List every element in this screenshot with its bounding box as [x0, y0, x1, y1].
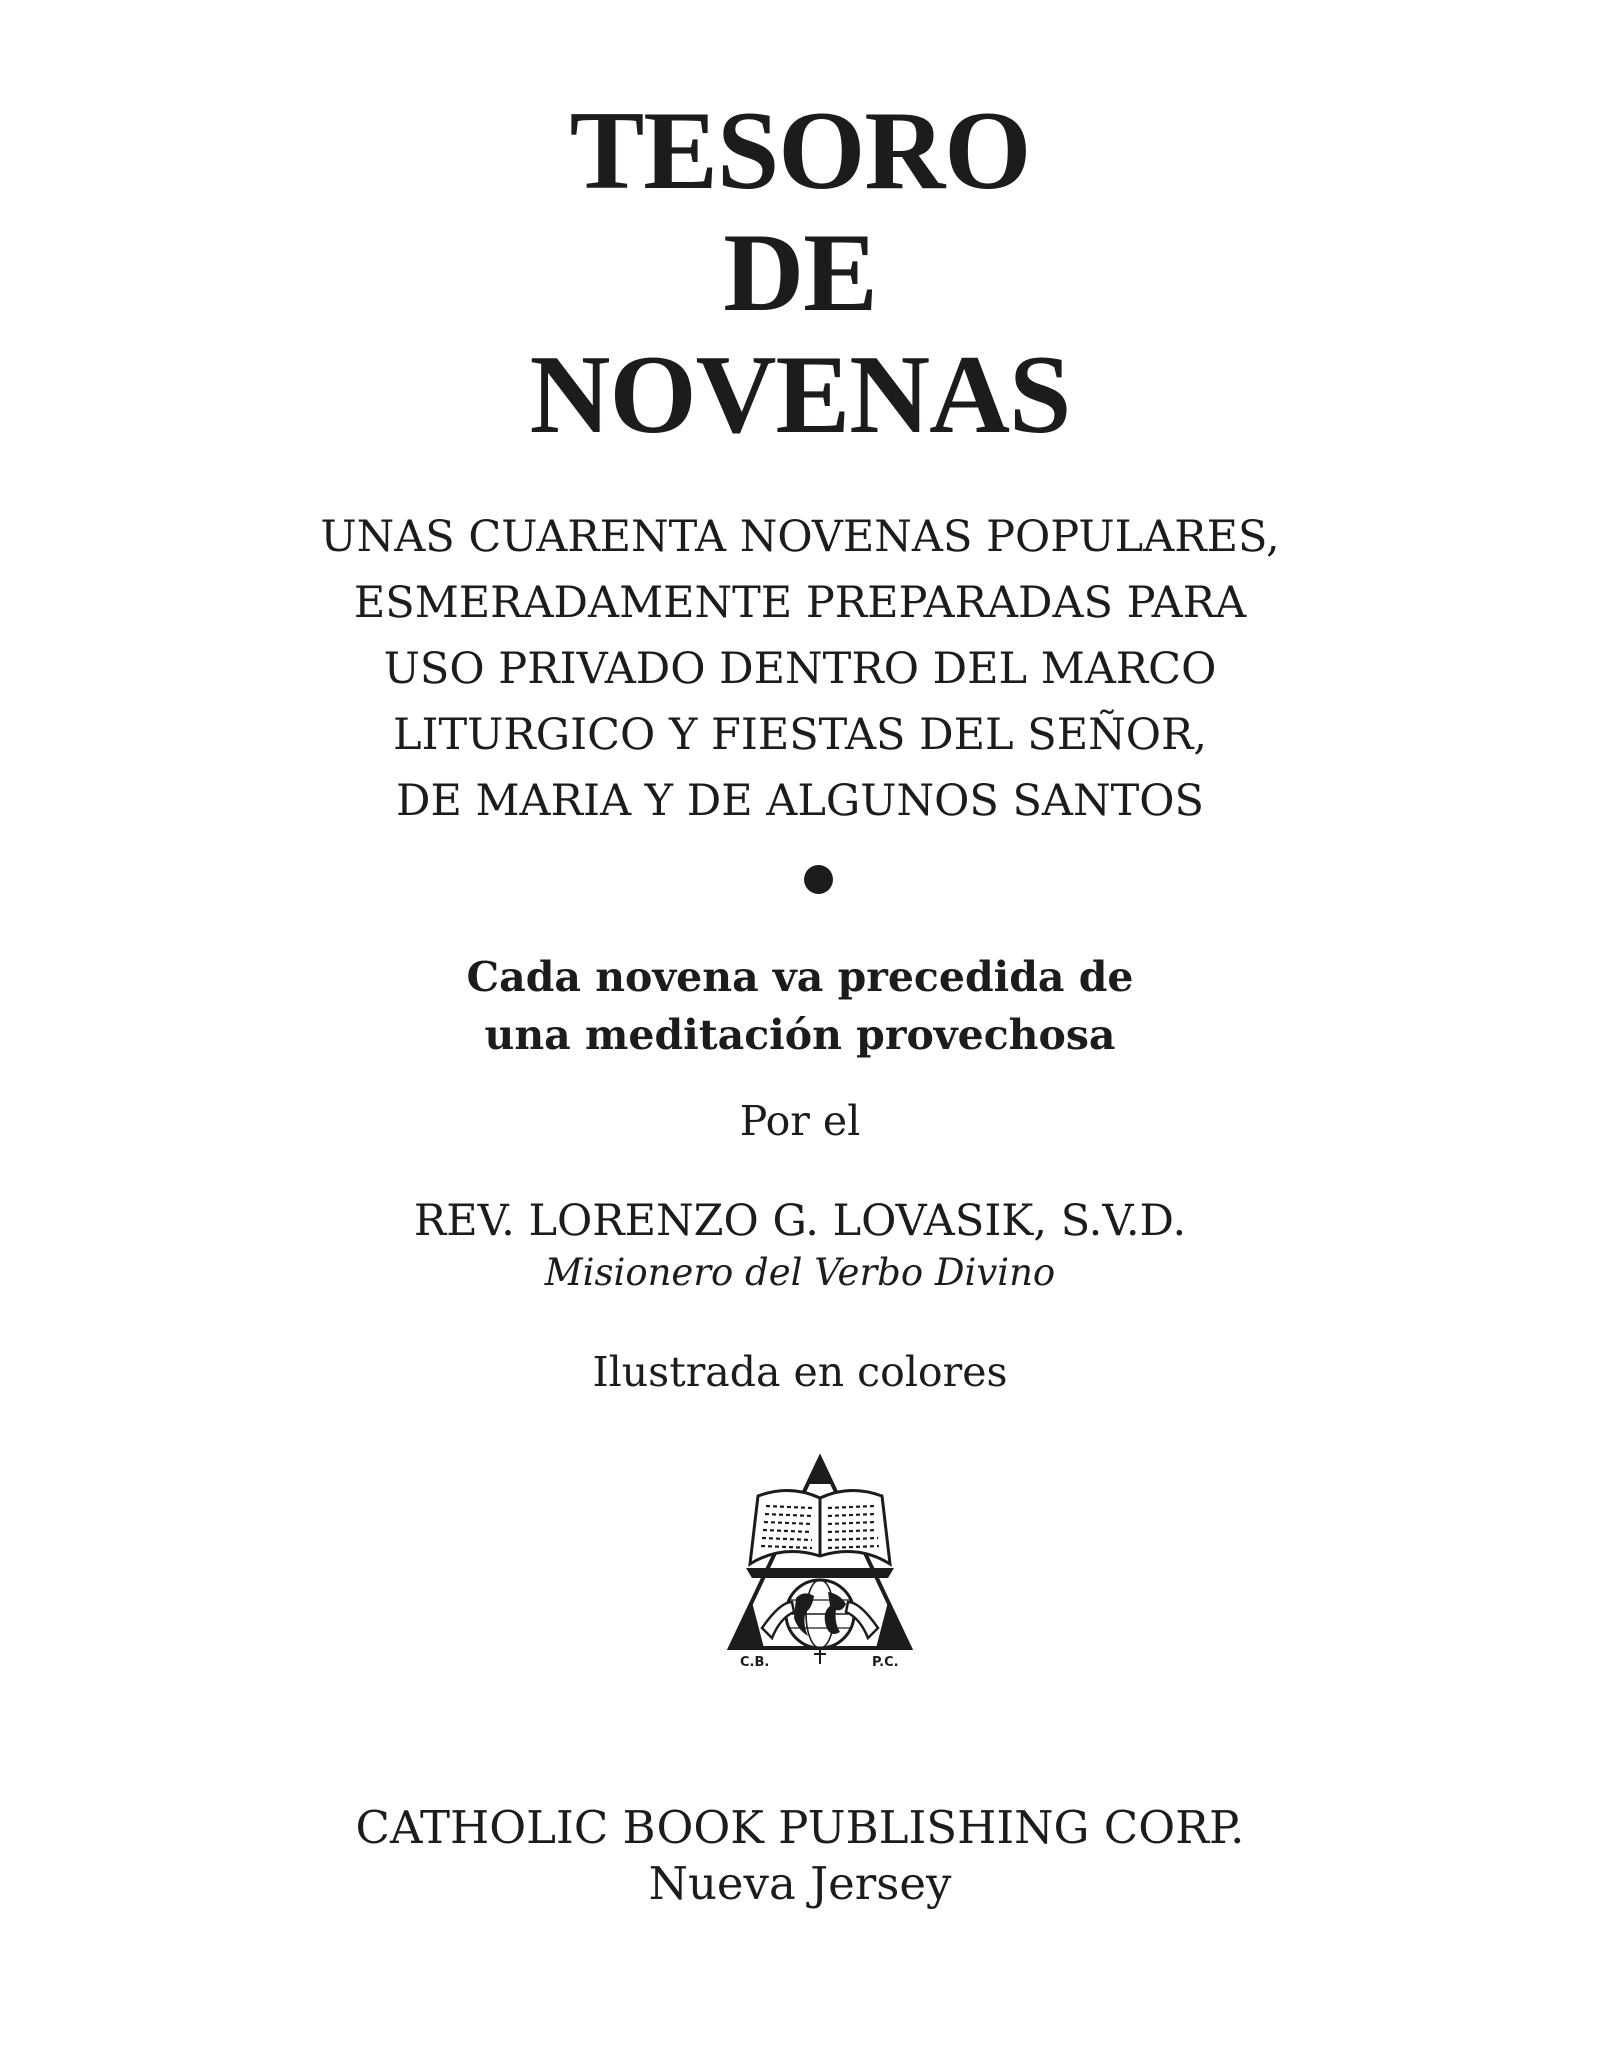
publisher-place: Nueva Jersey: [648, 1857, 952, 1910]
logo-caption-right: P.C.: [872, 1655, 899, 1670]
subtitle-line: DE MARIA Y DE ALGUNOS SANTOS: [395, 776, 1204, 826]
author-name: REV. LORENZO G. LOVASIK, S.V.D.: [413, 1196, 1187, 1246]
intro-line: Cada novena va precedida de: [466, 953, 1134, 1001]
publisher-name: CATHOLIC BOOK PUBLISHING CORP.: [355, 1801, 1245, 1854]
logo-caption-left: C.B.: [740, 1655, 770, 1670]
subtitle-line: USO PRIVADO DENTRO DEL MARCO: [383, 644, 1217, 694]
intro-line: una meditación provechosa: [484, 1011, 1116, 1059]
subtitle-line: LITURGICO Y FIESTAS DEL SEÑOR,: [392, 710, 1208, 760]
book-title: [0, 90, 1600, 456]
byline: Por el: [739, 1097, 861, 1145]
bullet-separator: [804, 865, 833, 894]
book-subtitle: [0, 504, 1600, 834]
subtitle-line: ESMERADAMENTE PREPARADAS PARA: [353, 578, 1247, 628]
title-line: TESORO: [569, 89, 1031, 213]
subtitle-line: UNAS CUARENTA NOVENAS POPULARES,: [320, 512, 1280, 562]
author-role: Misionero del Verbo Divino: [544, 1251, 1056, 1294]
publisher-logo-icon: [722, 1452, 918, 1670]
illustrated-note: Ilustrada en colores: [592, 1348, 1008, 1396]
intro-text: [0, 948, 1600, 1064]
title-line: NOVENAS: [529, 333, 1071, 457]
title-line: DE: [723, 211, 877, 335]
